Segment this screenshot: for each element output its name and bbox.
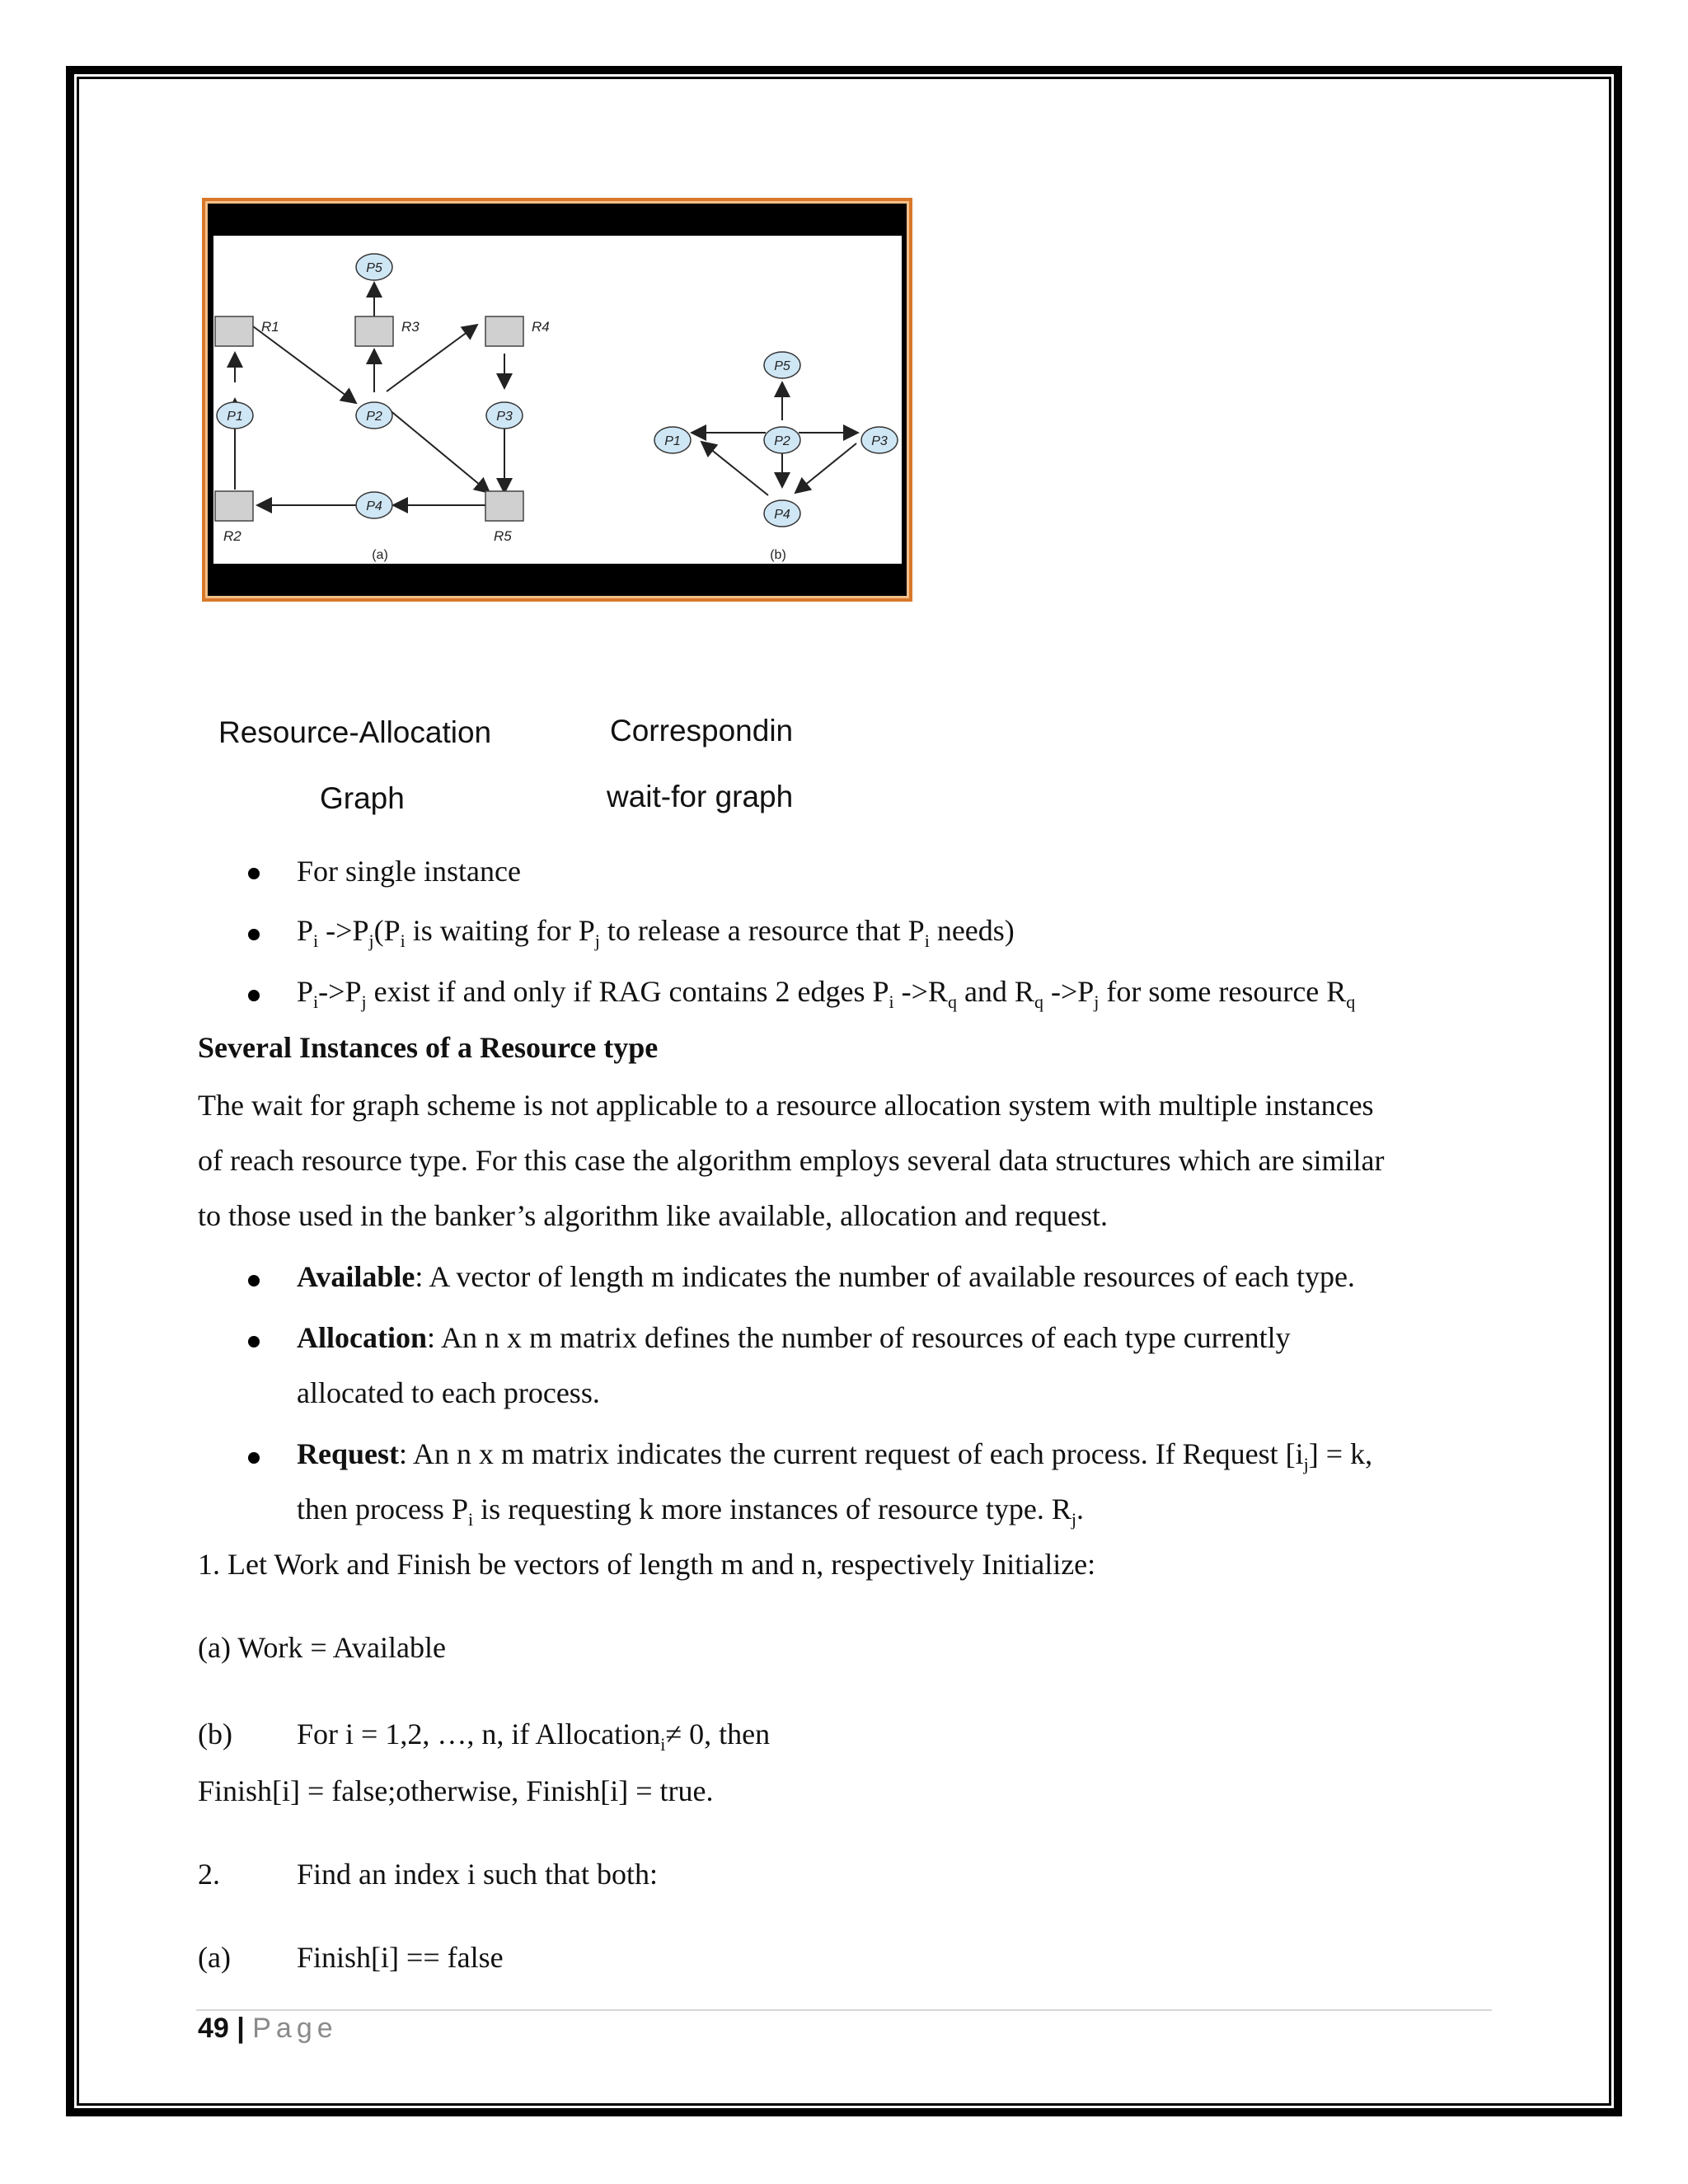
label-figure-a: (a) [372, 548, 388, 562]
page-number: 49 [198, 2013, 229, 2044]
label-p5-a: P5 [366, 261, 382, 275]
label-p4-b: P4 [774, 508, 790, 522]
resource-r4 [485, 316, 523, 346]
page-word: Page [252, 2013, 338, 2044]
paragraph-line-3: to those used in the banker’s algorithm like available, allocation and request. [198, 1199, 1109, 1232]
step-1: 1. Let Work and Finish be vectors of length m and n, respectively Initialize: [198, 1548, 1096, 1581]
label-figure-b: (b) [770, 548, 786, 562]
bullet-dot [248, 1275, 260, 1286]
label-r4: R4 [532, 319, 550, 335]
bullet-single-instance: For single instance [297, 855, 521, 888]
resource-r2 [215, 491, 253, 521]
bullet-dot [248, 1336, 260, 1347]
label-p1-b: P1 [664, 434, 681, 448]
def-request: Request: An n x m matrix indicates the current request of each process. If Request $[i_j] = k$, [297, 1437, 1373, 1474]
caption-right-line1: Correspondin [610, 714, 794, 748]
page-footer: 49 | Page [198, 2013, 338, 2044]
caption-left-line1: Resource-Allocation [218, 715, 492, 749]
paragraph-line-2: of reach resource type. For this case the algorithm employs several data structures which are similar [198, 1144, 1385, 1177]
label-p2-b: P2 [774, 434, 790, 448]
caption-right-line2: wait-for graph [607, 780, 794, 813]
step-2-label: 2. [198, 1858, 220, 1891]
bullet-dot [248, 990, 260, 1001]
resource-r5 [485, 491, 523, 521]
paragraph-line-1: The wait for graph scheme is not applicable to a resource allocation system with multiple instances [198, 1089, 1374, 1122]
def-allocation-line2: allocated to each process. [297, 1376, 600, 1409]
step-1b-label: (b) [198, 1718, 232, 1750]
def-allocation: Allocation: An n x m matrix defines the number of resources of each type currently [297, 1321, 1291, 1354]
step-1a: (a) Work = Available [198, 1631, 446, 1664]
step-2-text: Find an index i such that both: [297, 1858, 658, 1891]
step-1b-text: For i = 1,2, …, n, if Allocation$_i$≠ 0, then [297, 1718, 771, 1755]
bullet-edge-exist: $P_i->P_j$ exist if and only if RAG contains 2 edges $P_i$ $->R_q$ and $R_q$ $->P_j$ for some resource $R_q$ [297, 975, 1356, 1012]
rag-diagram [213, 236, 902, 564]
step-2a-text: Finish[i] == false [297, 1941, 504, 1974]
step-2a-label: (a) [198, 1941, 231, 1974]
bullet-dot [248, 929, 260, 940]
resource-r3 [355, 316, 393, 346]
label-r3: R3 [401, 319, 420, 335]
caption-left-line2: Graph [320, 781, 405, 815]
label-p3-b: P3 [871, 434, 888, 448]
step-1b-line2: Finish[i] = false;otherwise, Finish[i] = true. [198, 1774, 714, 1807]
label-r5: R5 [494, 528, 512, 544]
bullet-dot [248, 1452, 260, 1464]
resource-r1 [215, 316, 253, 346]
label-r1: R1 [261, 319, 279, 335]
section-heading: Several Instances of a Resource type [198, 1031, 659, 1064]
def-request-line2: then process $P_i$ is requesting k more instances of resource type. $R_j$. [297, 1493, 1085, 1530]
def-available: Available: A vector of length m indicates the number of available resources of each type. [297, 1260, 1355, 1293]
rag-figure [202, 198, 912, 602]
label-p4-a: P4 [366, 499, 382, 513]
footer-rule [196, 2009, 1492, 2011]
bullet-waiting: $P_i$ $->P_j(P_i$ is waiting for $P_j$ to release a resource that $P_i$ needs) [297, 914, 1015, 951]
label-r2: R2 [223, 528, 241, 544]
label-p5-b: P5 [774, 359, 790, 373]
bullet-dot [248, 868, 260, 879]
label-p3-a: P3 [496, 410, 513, 424]
label-p2-a: P2 [366, 410, 382, 424]
label-p1-a: P1 [227, 410, 243, 424]
